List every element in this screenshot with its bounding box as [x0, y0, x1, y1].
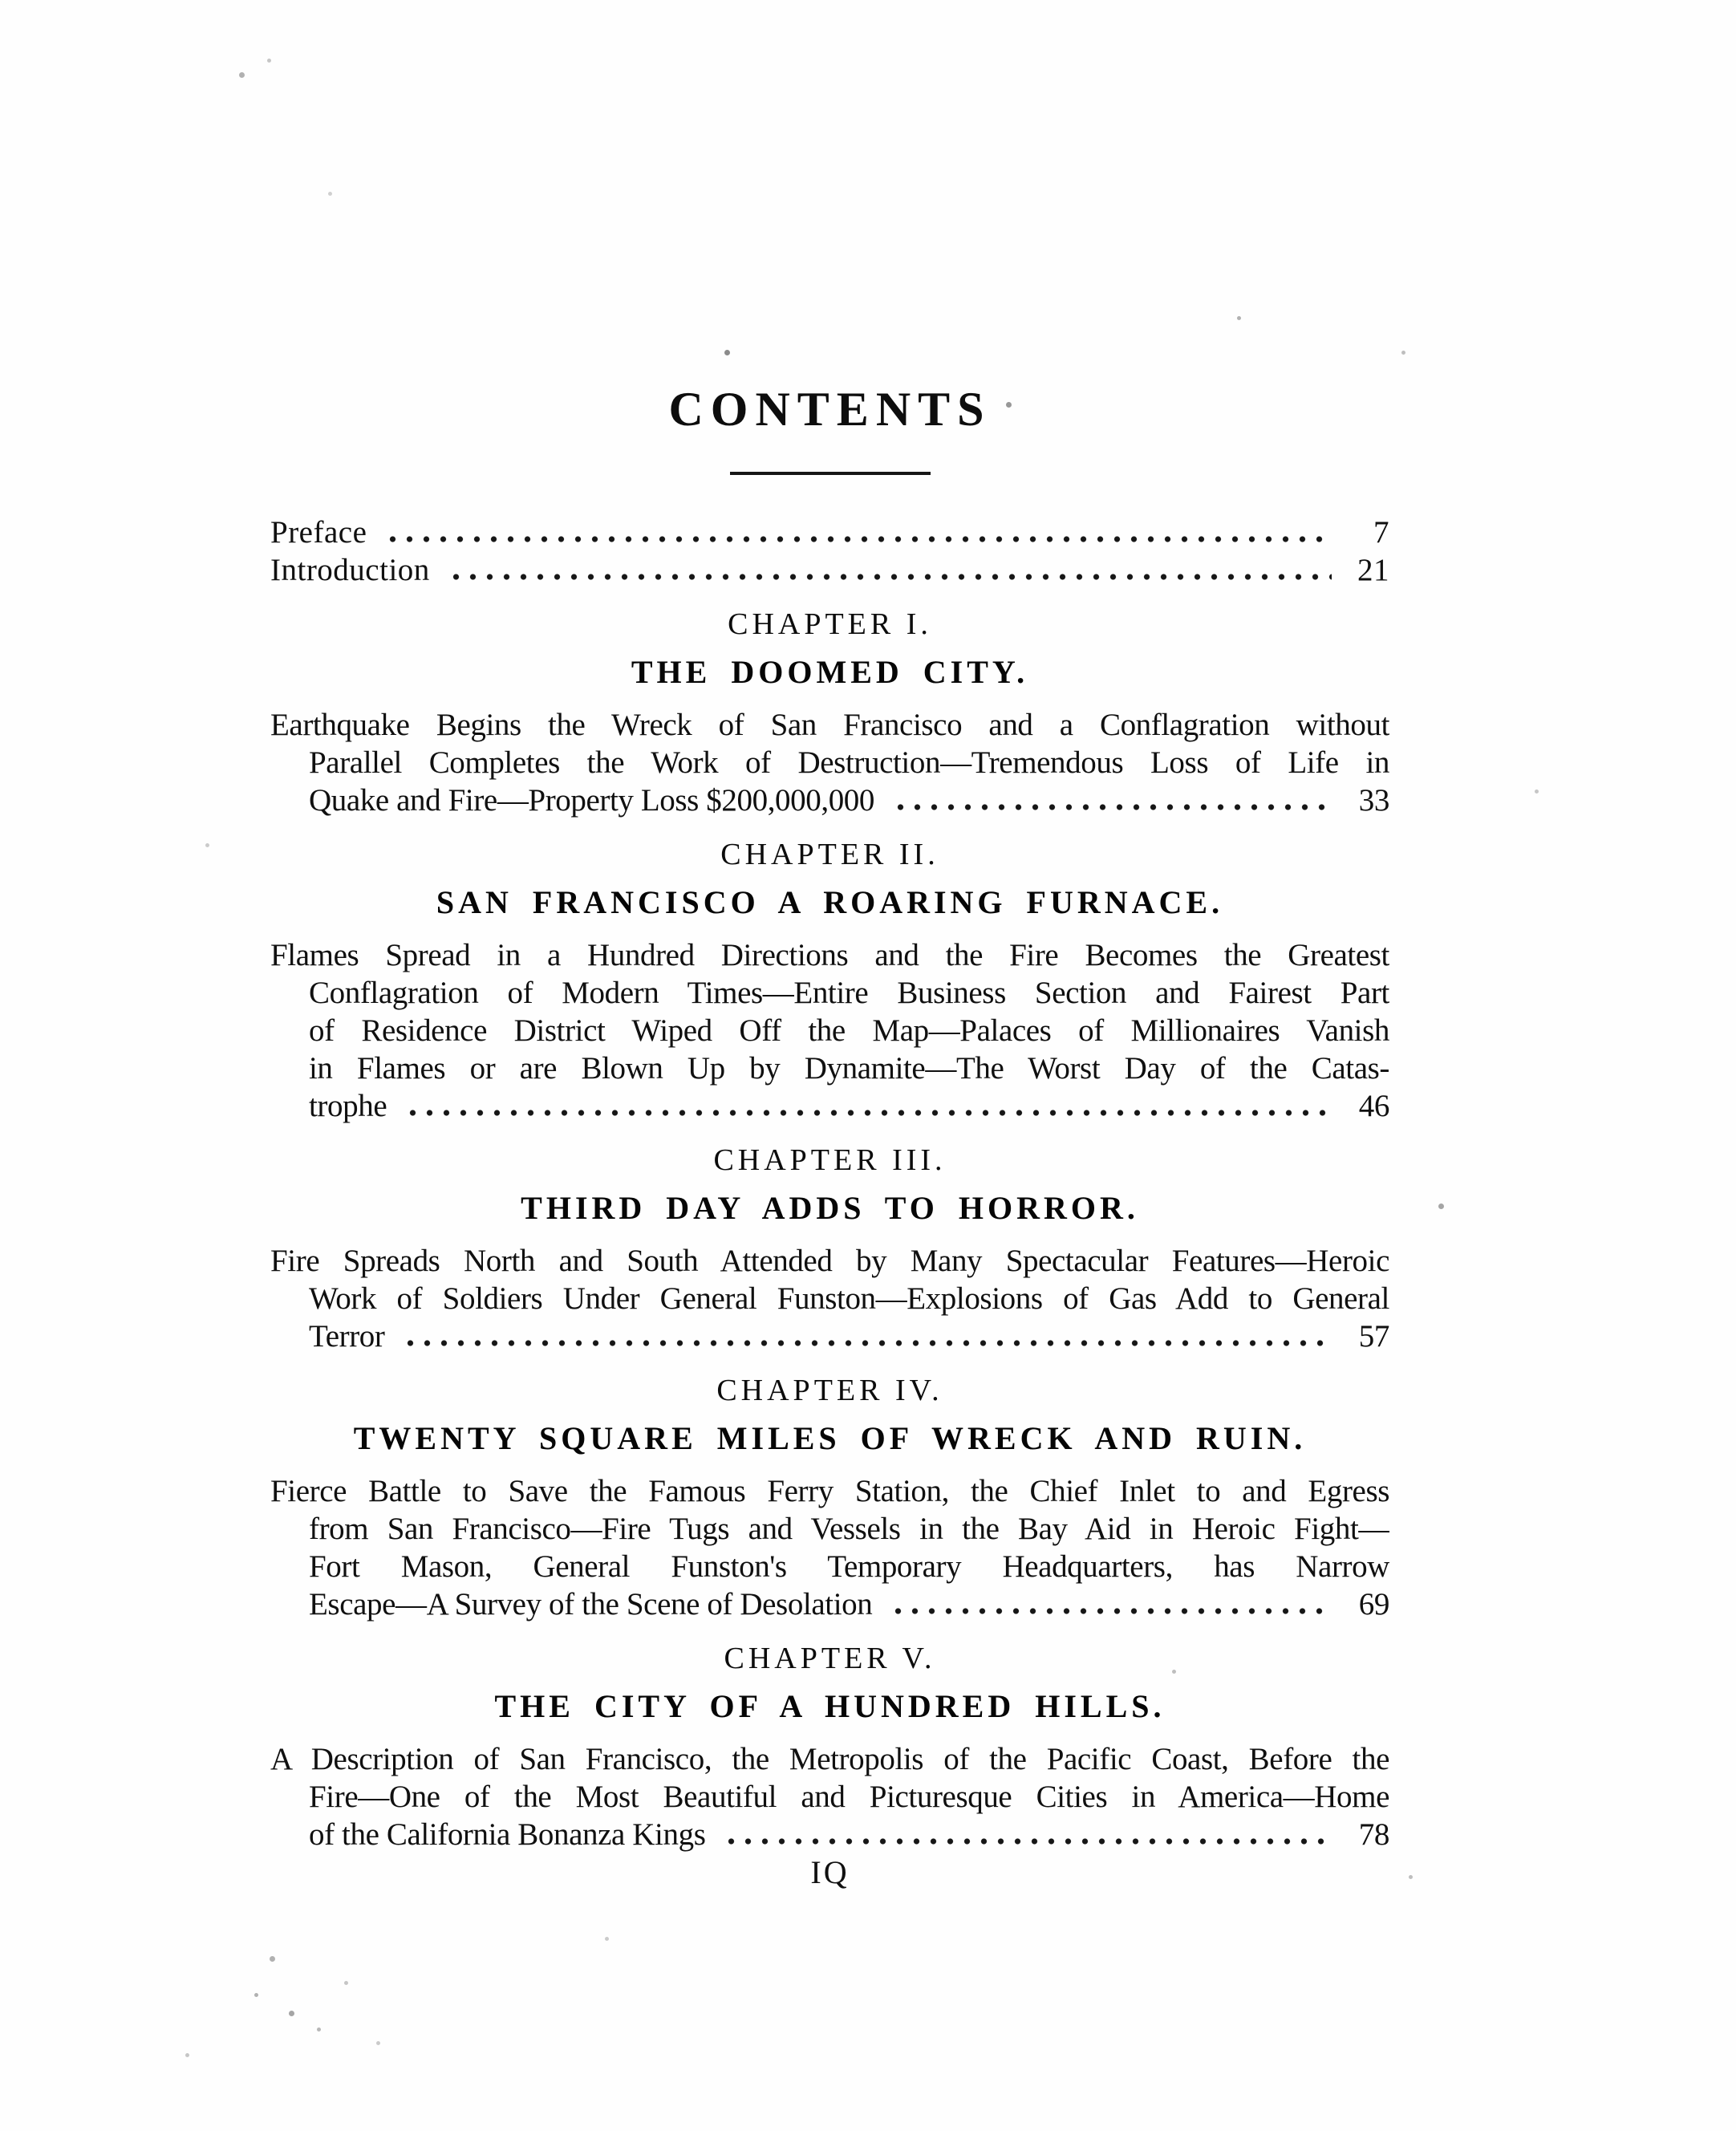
summary-line-text: Terror [309, 1319, 385, 1354]
toc-entry-page-number: 21 [1357, 553, 1389, 587]
toc-entry-label: Preface [270, 515, 367, 550]
summary-line: Flames Spread in a Hundred Directions and the Fire Becomes the Greatest [270, 938, 1389, 972]
chapter-summary [270, 1242, 1389, 1355]
chapter-title: THIRD DAY ADDS TO HORROR. [521, 1190, 1139, 1226]
summary-last-line [270, 1585, 1389, 1623]
chapter-heading: CHAPTER IV. [716, 1374, 943, 1407]
dot-leader [381, 513, 1332, 551]
chapter-heading: CHAPTER II. [720, 838, 939, 871]
chapter-entry [270, 1141, 1389, 1355]
chapter-page-number: 57 [1358, 1319, 1389, 1354]
chapter-page-number: 69 [1358, 1587, 1389, 1622]
dot-leader [401, 1087, 1332, 1125]
chapter-summary [270, 706, 1389, 819]
chapter-heading: CHAPTER I. [728, 607, 932, 641]
page-title: CONTENTS [668, 383, 992, 436]
summary-line: Parallel Completes the Work of Destruction—Tremendous Loss of Life in [309, 745, 1389, 780]
chapter-entry [270, 835, 1389, 1125]
summary-line: Fort Mason, General Funston's Temporary Headquarters, has Narrow [309, 1549, 1389, 1584]
summary-line-text: Escape—A Survey of the Scene of Desolation [309, 1587, 873, 1622]
dot-leader [444, 551, 1332, 589]
summary-line: of Residence District Wiped Off the Map—Palaces of Millionaires Vanish [309, 1013, 1389, 1048]
summary-line: in Flames or are Blown Up by Dynamite—The Worst Day of the Catas- [309, 1051, 1389, 1086]
footer-page-number: IQ [810, 1854, 850, 1890]
summary-last-line [270, 781, 1389, 819]
summary-line: A Description of San Francisco, the Metropolis of the Pacific Coast, Before the [270, 1742, 1389, 1776]
chapter-title: TWENTY SQUARE MILES OF WRECK AND RUIN. [353, 1420, 1307, 1456]
summary-line: Work of Soldiers Under General Funston—Explosions of Gas Add to General [309, 1281, 1389, 1316]
dot-leader [889, 781, 1332, 819]
summary-line: Fire—One of the Most Beautiful and Picturesque Cities in America—Home [309, 1780, 1389, 1814]
chapter-title: THE DOOMED CITY. [631, 654, 1029, 690]
chapter-entry [270, 1371, 1389, 1623]
chapter-page-number: 33 [1358, 783, 1389, 818]
dot-leader [399, 1317, 1332, 1355]
chapter-page-number: 46 [1358, 1089, 1389, 1123]
dot-leader [720, 1816, 1332, 1853]
chapter-page-number: 78 [1358, 1817, 1389, 1852]
dot-leader [886, 1585, 1332, 1623]
chapter-entry [270, 605, 1389, 819]
toc-entry-page-number: 7 [1373, 515, 1389, 550]
chapter-summary [270, 936, 1389, 1125]
chapter-heading: CHAPTER III. [713, 1143, 947, 1177]
summary-line: Fire Spreads North and South Attended by Many Spectacular Features—Heroic [270, 1244, 1389, 1278]
summary-line: Earthquake Begins the Wreck of San Francisco and a Conflagration without [270, 708, 1389, 742]
chapter-heading: CHAPTER V. [724, 1642, 936, 1675]
chapter-title: SAN FRANCISCO A ROARING FURNACE. [436, 884, 1224, 920]
toc-entry-row [270, 513, 1389, 551]
toc-entry-label: Introduction [270, 553, 430, 587]
chapter-list [270, 605, 1389, 1853]
summary-last-line [270, 1317, 1389, 1355]
chapter-summary [270, 1472, 1389, 1623]
contents-page [270, 384, 1389, 1891]
summary-line: Conflagration of Modern Times—Entire Business Section and Fairest Part [309, 976, 1389, 1010]
scan-noise-specks [0, 0, 2, 2]
summary-line-text: of the California Bonanza Kings [309, 1817, 706, 1852]
summary-last-line [270, 1816, 1389, 1853]
summary-line: Fierce Battle to Save the Famous Ferry Station, the Chief Inlet to and Egress [270, 1474, 1389, 1508]
summary-line-text: Quake and Fire—Property Loss $200,000,000 [309, 783, 875, 818]
chapter-entry [270, 1639, 1389, 1853]
front-matter-list [270, 513, 1389, 589]
chapter-summary [270, 1740, 1389, 1853]
summary-line-text: trophe [309, 1089, 387, 1123]
toc-entry-row [270, 551, 1389, 589]
chapter-title: THE CITY OF A HUNDRED HILLS. [494, 1688, 1166, 1724]
summary-line: from San Francisco—Fire Tugs and Vessels in the Bay Aid in Heroic Fight— [309, 1512, 1389, 1546]
title-divider-rule [730, 472, 931, 475]
summary-last-line [270, 1087, 1389, 1125]
